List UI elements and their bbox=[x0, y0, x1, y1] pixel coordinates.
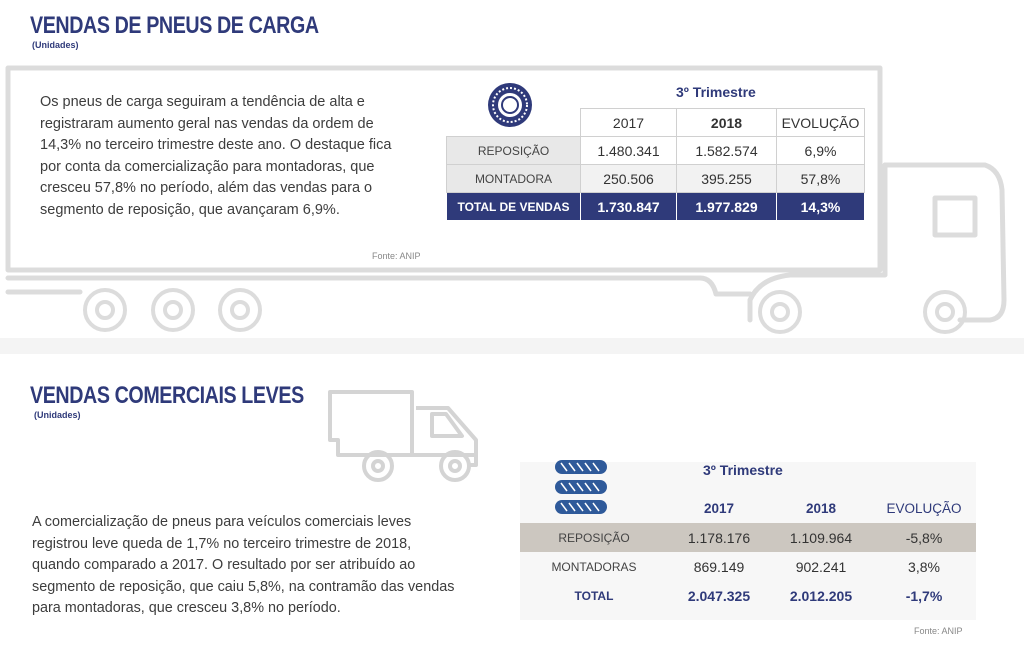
cell-value: 902.241 bbox=[795, 558, 847, 575]
cargo-description: Os pneus de carga seguiram a tendência de alta e registraram aumento geral nas vendas da ordem de 14,3% no terceiro trimestre deste ano. O destaque fica por conta da comercialização para montadoras, que cresceu 57,8% no período, além das vendas para o segmento de reposição, que avançaram 6,9%. bbox=[40, 94, 392, 218]
cell-value: -5,8% bbox=[872, 523, 976, 552]
unit-label-cargo: (Unidades) bbox=[32, 40, 79, 50]
cell-value: 1.480.341 bbox=[581, 137, 677, 165]
row-label: REPOSIÇÃO bbox=[447, 137, 581, 165]
cargo-table-period: 3º Trimestre bbox=[676, 84, 756, 100]
light-commercial-sales-table bbox=[520, 494, 976, 610]
table-corner bbox=[447, 109, 581, 137]
table-header-row bbox=[447, 109, 865, 137]
row-label: MONTADORAS bbox=[551, 559, 637, 574]
col-header-2017: 2017 bbox=[581, 109, 677, 137]
table-row bbox=[520, 523, 976, 552]
table-row bbox=[520, 552, 976, 581]
total-value: 14,3% bbox=[777, 193, 865, 221]
total-value: -1,7% bbox=[905, 587, 943, 604]
cell-value: 3,8% bbox=[908, 558, 940, 575]
cargo-source: Fonte: ANIP bbox=[372, 251, 421, 261]
cell-value: 250.506 bbox=[581, 165, 677, 193]
col-header-2017: 2017 bbox=[703, 501, 735, 516]
section-title-cargo: VENDAS DE PNEUS DE CARGA bbox=[30, 12, 319, 39]
total-value: 1.730.847 bbox=[581, 193, 677, 221]
van-outline-illustration bbox=[0, 0, 520, 500]
col-header-evolution: EVOLUÇÃO bbox=[777, 109, 865, 137]
cell-value: 395.255 bbox=[677, 165, 777, 193]
section-divider-band bbox=[0, 338, 1024, 354]
table-corner bbox=[520, 494, 668, 523]
cell-value: 1.178.176 bbox=[668, 523, 770, 552]
total-label: TOTAL DE VENDAS bbox=[447, 193, 581, 221]
col-header-2018: 2018 bbox=[805, 501, 837, 516]
row-label: MONTADORA bbox=[447, 165, 581, 193]
total-value: 1.977.829 bbox=[677, 193, 777, 221]
col-header-evolution: EVOLUÇÃO bbox=[886, 501, 962, 516]
cell-value: 6,9% bbox=[777, 137, 865, 165]
unit-label-light-commercial: (Unidades) bbox=[34, 410, 81, 420]
row-label: REPOSIÇÃO bbox=[520, 523, 668, 552]
table-row bbox=[447, 165, 865, 193]
section-title-light-commercial: VENDAS COMERCIAIS LEVES bbox=[30, 382, 304, 409]
total-value: 2.047.325 bbox=[687, 587, 751, 604]
light-commercial-table-period: 3º Trimestre bbox=[703, 462, 783, 478]
cell-value: 1.582.574 bbox=[677, 137, 777, 165]
total-value: 2.012.205 bbox=[789, 587, 853, 604]
cell-value: 869.149 bbox=[693, 558, 745, 575]
cargo-sales-table bbox=[446, 108, 865, 221]
table-header-row bbox=[520, 494, 976, 523]
col-header-2018: 2018 bbox=[677, 109, 777, 137]
cell-value: 1.109.964 bbox=[770, 523, 872, 552]
table-total-row bbox=[520, 581, 976, 610]
total-label: TOTAL bbox=[574, 588, 614, 603]
light-commercial-source: Fonte: ANIP bbox=[914, 626, 963, 636]
table-total-row bbox=[447, 193, 865, 221]
light-commercial-description: A comercialização de pneus para veículos comerciais leves registrou leve queda de 1,7% no terceiro trimestre de 2018, quando comparado a 2017. O resultado por ser atribuído ao segmento de reposição, que caiu 5,8%, na contramão das vendas para montadoras, que cresceu 3,8% no período. bbox=[32, 514, 455, 616]
table-row bbox=[447, 137, 865, 165]
cell-value: 57,8% bbox=[777, 165, 865, 193]
